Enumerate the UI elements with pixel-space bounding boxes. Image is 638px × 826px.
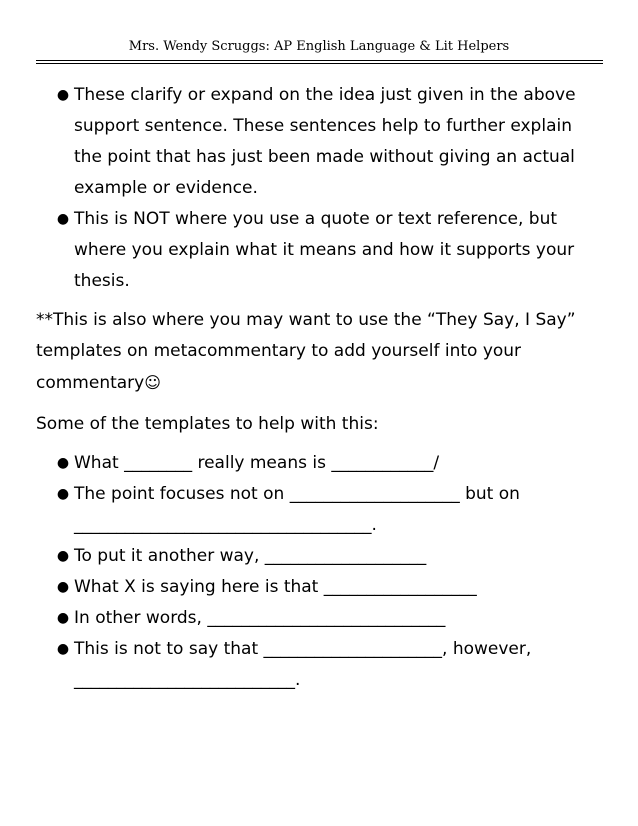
list-item-text: This is NOT where you use a quote or text reference, but where you explain what it means and how it supports your thesis.: [74, 209, 575, 291]
bullet-icon: ●: [56, 486, 70, 502]
templates-intro: Some of the templates to help with this:: [36, 414, 379, 434]
template-text: In other words, ____________________________: [74, 608, 446, 628]
bullet-icon: ●: [56, 641, 70, 657]
list-item-text: These clarify or expand on the idea just given in the above support sentence. These sentences help to further explain the point that has just been made without giving an actual example or evidence.: [74, 85, 576, 198]
list-item: [36, 80, 602, 204]
bullet-icon: ●: [56, 610, 70, 626]
template-text: To put it another way, ___________________: [74, 546, 427, 566]
list-item: [36, 204, 602, 297]
bullet-icon: ●: [56, 579, 70, 595]
smiley-icon: ☺: [144, 373, 161, 392]
list-item: [36, 448, 602, 479]
list-item: [36, 479, 602, 541]
bullet-icon: ●: [56, 87, 70, 103]
header-divider-thin: [36, 63, 603, 64]
commentary-text: **This is also where you may want to use the “They Say, I Say” templates on metacommentary to add yourself into your commentary: [36, 310, 576, 393]
commentary-paragraph: [36, 305, 602, 399]
header-divider: [36, 60, 603, 61]
document-body: [36, 80, 602, 696]
list-item: [36, 572, 602, 603]
header-title: Mrs. Wendy Scruggs: AP English Language & Lit Helpers: [128, 39, 510, 54]
template-text: This is not to say that _____________________, however, __________________________.: [74, 639, 532, 690]
list-item: [36, 634, 602, 696]
template-text: What X is saying here is that __________________: [74, 577, 477, 597]
list-item: [36, 603, 602, 634]
bullet-icon: ●: [56, 548, 70, 564]
explanation-list: [36, 80, 602, 297]
bullet-icon: ●: [56, 211, 70, 227]
list-item: [36, 541, 602, 572]
bullet-icon: ●: [56, 455, 70, 471]
template-text: The point focuses not on ____________________ but on ___________________________________.: [74, 484, 520, 535]
templates-list: [36, 448, 602, 696]
template-text: What ________ really means is ____________/: [74, 453, 440, 473]
